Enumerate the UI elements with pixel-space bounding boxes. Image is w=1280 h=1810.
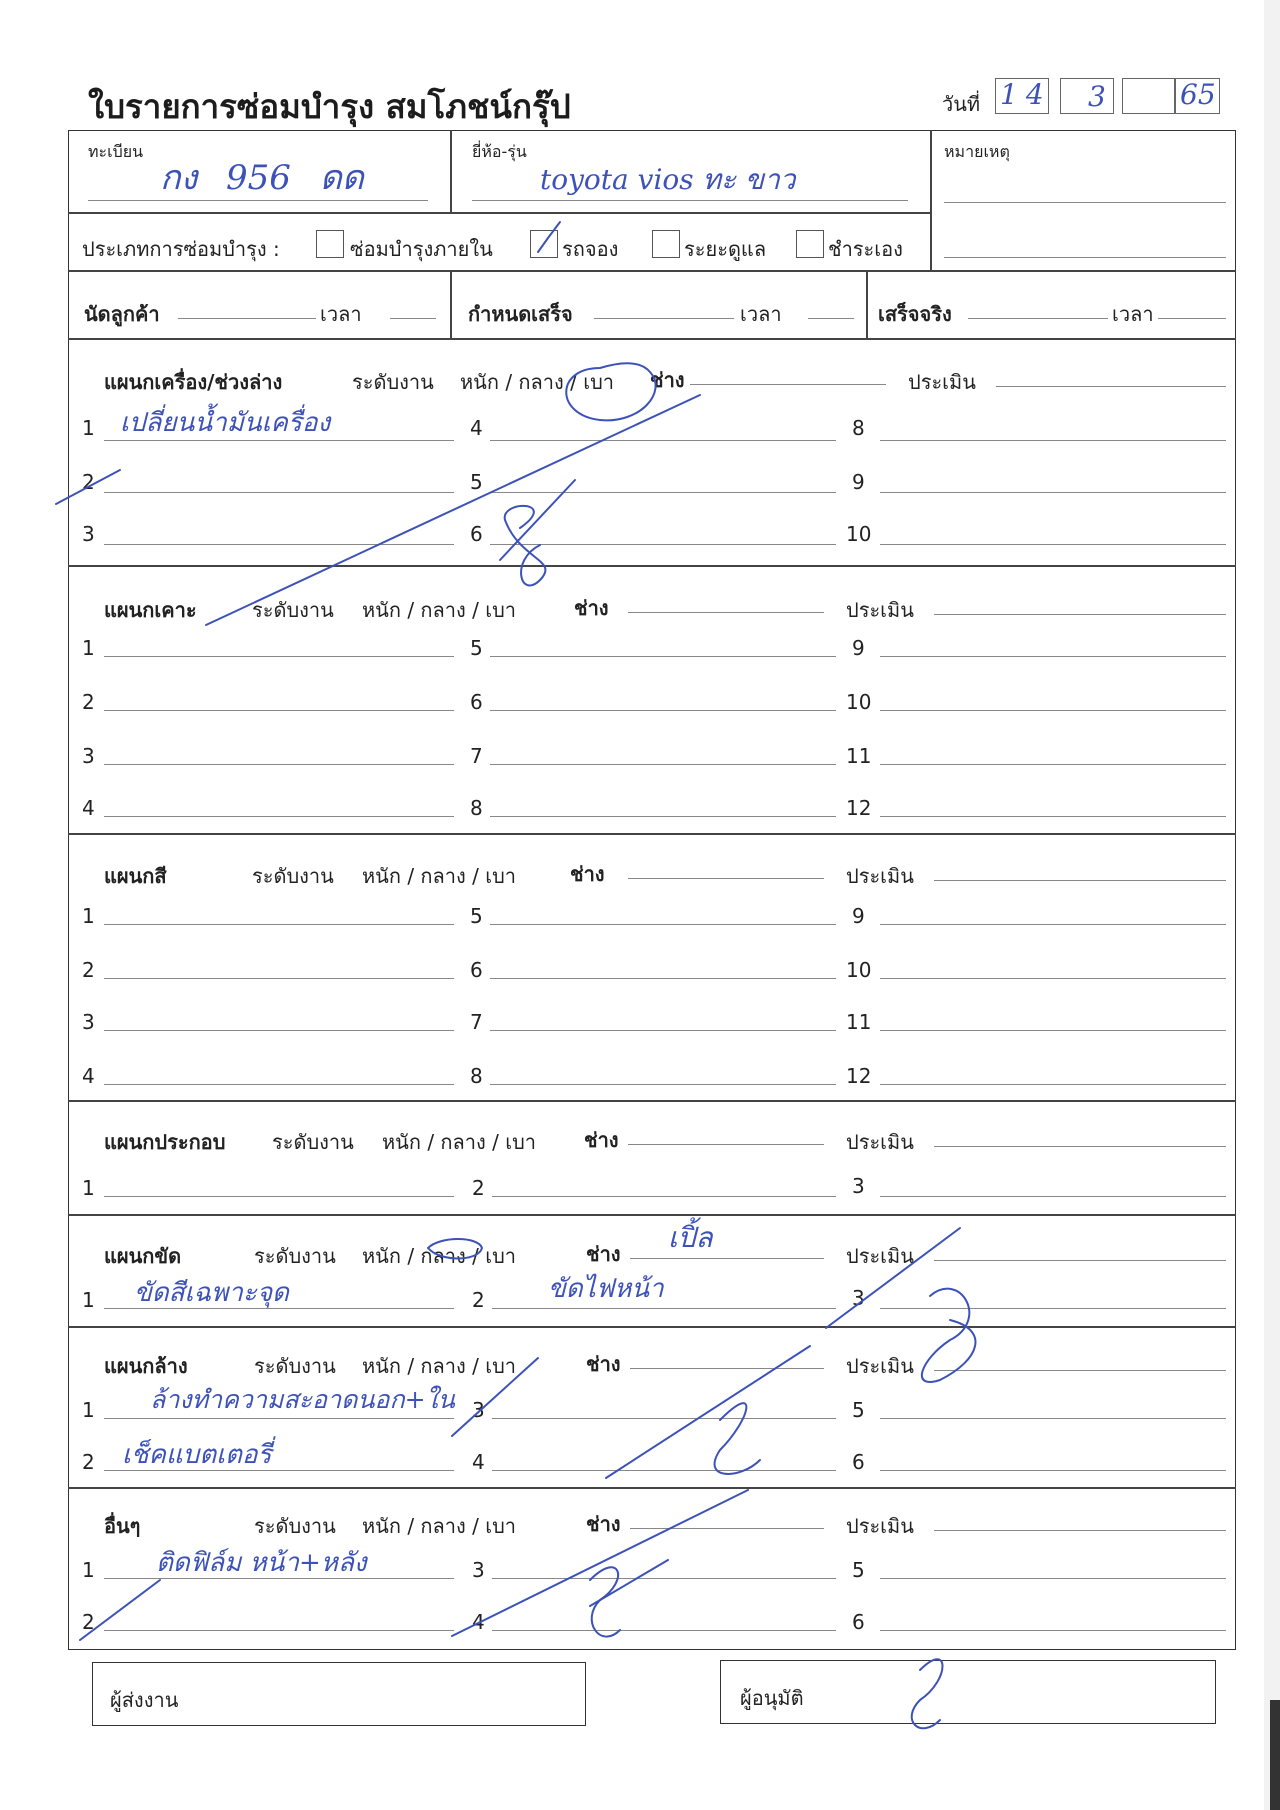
other-line-4[interactable]: [492, 1630, 836, 1631]
body-line-12[interactable]: [880, 816, 1226, 817]
other-levels[interactable]: หนัก / กลาง / เบา: [362, 1514, 516, 1538]
engine-line-3[interactable]: [104, 544, 454, 545]
engine-num-8: 8: [852, 416, 865, 440]
assembly-dept-name: แผนกประกอบ: [104, 1130, 226, 1154]
due-field[interactable]: [594, 318, 734, 319]
wash-tech-field[interactable]: [630, 1368, 824, 1369]
remarks-line-1[interactable]: [944, 202, 1226, 203]
body-num-7: 7: [470, 744, 483, 768]
polish-item-2-text: ขัดไฟหน้า: [548, 1274, 664, 1304]
other-num-5: 5: [852, 1558, 865, 1582]
wash-line-5[interactable]: [880, 1418, 1226, 1419]
assembly-num-2: 2: [472, 1176, 485, 1200]
polish-num-3: 3: [852, 1286, 865, 1310]
polish-levels[interactable]: หนัก / กลาง / เบา: [362, 1244, 516, 1268]
checkbox-self-pay[interactable]: [796, 230, 824, 258]
body-tech-field[interactable]: [628, 612, 824, 613]
checkbox-reserved[interactable]: [530, 230, 558, 258]
other-item-1-text: ติดฟิล์ม หน้า+หลัง: [156, 1548, 367, 1578]
polish-num-2: 2: [472, 1288, 485, 1312]
appointment-time-label: เวลา: [320, 302, 362, 326]
wash-item-1-text: ล้างทำความสะอาดนอก+ใน: [150, 1385, 455, 1414]
paint-num-9: 9: [852, 904, 865, 928]
due-time-field[interactable]: [808, 318, 854, 319]
body-num-12: 12: [846, 796, 872, 820]
polish-dept-name: แผนกขัด: [104, 1244, 182, 1268]
assembly-tech-label: ช่าง: [584, 1128, 619, 1152]
other-num-6: 6: [852, 1610, 865, 1634]
other-tech-field[interactable]: [630, 1528, 824, 1529]
repair-type-self-pay: ชำระเอง: [828, 237, 903, 261]
polish-assess-label: ประเมิน: [846, 1244, 914, 1268]
body-line-6[interactable]: [490, 710, 836, 711]
body-line-10[interactable]: [880, 710, 1226, 711]
paint-line-1[interactable]: [104, 924, 454, 925]
paint-line-7[interactable]: [490, 1030, 836, 1031]
wash-tech-label: ช่าง: [586, 1352, 621, 1376]
wash-num-2: 2: [82, 1450, 95, 1474]
body-num-11: 11: [846, 744, 872, 768]
body-num-5: 5: [470, 636, 483, 660]
paint-num-3: 3: [82, 1010, 95, 1034]
engine-tech-label: ช่าง: [650, 368, 685, 392]
paint-line-10[interactable]: [880, 978, 1226, 979]
wash-levels[interactable]: หนัก / กลาง / เบา: [362, 1354, 516, 1378]
wash-line-4[interactable]: [492, 1470, 836, 1471]
plate-value: กง 956 ดด: [160, 158, 364, 198]
engine-assess-field[interactable]: [996, 386, 1226, 387]
paint-num-7: 7: [470, 1010, 483, 1034]
engine-item-1-text: เปลี่ยนน้ำมันเครื่อง: [120, 408, 331, 438]
page-title: ใบรายการซ่อมบำรุง สมโภชน์กรุ๊ป: [88, 87, 571, 126]
wash-num-1: 1: [82, 1398, 95, 1422]
paint-num-11: 11: [846, 1010, 872, 1034]
assembly-num-3: 3: [852, 1174, 865, 1198]
paint-line-6[interactable]: [490, 978, 836, 979]
paint-num-4: 4: [82, 1064, 95, 1088]
polish-assess-field[interactable]: [934, 1260, 1226, 1261]
engine-line-8[interactable]: [880, 440, 1226, 441]
wash-dept-name: แผนกล้าง: [104, 1354, 188, 1378]
body-level-label: ระดับงาน: [252, 598, 334, 622]
paint-line-2[interactable]: [104, 978, 454, 979]
assembly-line-2[interactable]: [492, 1196, 836, 1197]
body-num-2: 2: [82, 690, 95, 714]
body-levels[interactable]: หนัก / กลาง / เบา: [362, 598, 516, 622]
other-line-6[interactable]: [880, 1630, 1226, 1631]
paint-assess-label: ประเมิน: [846, 864, 914, 888]
paint-num-10: 10: [846, 958, 872, 982]
body-line-9[interactable]: [880, 656, 1226, 657]
body-line-4[interactable]: [104, 816, 454, 817]
repair-type-maintenance: ระยะดูแล: [684, 237, 767, 261]
body-num-4: 4: [82, 796, 95, 820]
done-time-label: เวลา: [1112, 302, 1154, 326]
paint-dept-name: แผนกสี: [104, 864, 167, 888]
body-dept-name: แผนกเคาะ: [104, 598, 197, 622]
wash-num-5: 5: [852, 1398, 865, 1422]
engine-levels[interactable]: หนัก / กลาง / เบา: [460, 370, 614, 394]
paint-line-8[interactable]: [490, 1084, 836, 1085]
done-time-field[interactable]: [1158, 318, 1226, 319]
wash-assess-label: ประเมิน: [846, 1354, 914, 1378]
body-num-3: 3: [82, 744, 95, 768]
polish-tech-label: ช่าง: [586, 1242, 621, 1266]
wash-line-6[interactable]: [880, 1470, 1226, 1471]
appointment-field[interactable]: [178, 318, 316, 319]
remarks-line-2[interactable]: [944, 257, 1226, 258]
other-assess-field[interactable]: [934, 1530, 1226, 1531]
wash-assess-field[interactable]: [934, 1370, 1226, 1371]
engine-line-6[interactable]: [490, 544, 836, 545]
engine-num-10: 10: [846, 522, 872, 546]
form-frame: [68, 130, 1236, 1650]
engine-num-6: 6: [470, 522, 483, 546]
engine-num-2: 2: [82, 470, 95, 494]
engine-num-4: 4: [470, 416, 483, 440]
engine-num-3: 3: [82, 522, 95, 546]
body-line-8[interactable]: [490, 816, 836, 817]
scan-edge: [1270, 1700, 1280, 1810]
engine-tech-field[interactable]: [690, 384, 886, 385]
assembly-level-label: ระดับงาน: [272, 1130, 354, 1154]
paint-line-5[interactable]: [490, 924, 836, 925]
assembly-tech-field[interactable]: [628, 1144, 824, 1145]
remarks-label: หมายเหตุ: [944, 142, 1010, 161]
assembly-assess-field[interactable]: [934, 1146, 1226, 1147]
paint-num-5: 5: [470, 904, 483, 928]
paint-num-1: 1: [82, 904, 95, 928]
paint-line-9[interactable]: [880, 924, 1226, 925]
checkbox-maintenance[interactable]: [652, 230, 680, 258]
paint-level-label: ระดับงาน: [252, 864, 334, 888]
wash-level-label: ระดับงาน: [254, 1354, 336, 1378]
engine-num-1: 1: [82, 416, 95, 440]
plate-label: ทะเบียน: [88, 142, 144, 161]
polish-tech-value: เปิ้ล: [668, 1221, 713, 1254]
wash-num-4: 4: [472, 1450, 485, 1474]
paint-line-11[interactable]: [880, 1030, 1226, 1031]
other-num-2: 2: [82, 1610, 95, 1634]
appointment-label: นัดลูกค้า: [84, 302, 160, 326]
other-level-label: ระดับงาน: [254, 1514, 336, 1538]
polish-line-3[interactable]: [880, 1308, 1226, 1309]
other-line-2[interactable]: [104, 1630, 454, 1631]
checkbox-internal[interactable]: [316, 230, 344, 258]
body-tech-label: ช่าง: [574, 596, 609, 620]
paint-levels[interactable]: หนัก / กลาง / เบา: [362, 864, 516, 888]
polish-line-2[interactable]: [492, 1308, 836, 1309]
body-assess-label: ประเมิน: [846, 598, 914, 622]
engine-level-label: ระดับงาน: [352, 370, 434, 394]
body-line-3[interactable]: [104, 764, 454, 765]
assembly-assess-label: ประเมิน: [846, 1130, 914, 1154]
paint-tech-field[interactable]: [628, 878, 824, 879]
body-line-2[interactable]: [104, 710, 454, 711]
assembly-line-1[interactable]: [104, 1196, 454, 1197]
polish-level-label: ระดับงาน: [254, 1244, 336, 1268]
body-assess-field[interactable]: [934, 614, 1226, 615]
date-day: 14: [1000, 78, 1052, 111]
body-num-9: 9: [852, 636, 865, 660]
other-num-4: 4: [472, 1610, 485, 1634]
engine-line-2[interactable]: [104, 492, 454, 493]
body-num-6: 6: [470, 690, 483, 714]
paint-num-2: 2: [82, 958, 95, 982]
other-assess-label: ประเมิน: [846, 1514, 914, 1538]
other-num-1: 1: [82, 1558, 95, 1582]
other-num-3: 3: [472, 1558, 485, 1582]
date-year-prefix-box[interactable]: [1122, 78, 1176, 114]
engine-line-10[interactable]: [880, 544, 1226, 545]
repair-type-internal: ซ่อมบำรุงภายใน: [350, 237, 493, 261]
paint-line-4[interactable]: [104, 1084, 454, 1085]
paint-line-3[interactable]: [104, 1030, 454, 1031]
engine-line-9[interactable]: [880, 492, 1226, 493]
body-line-5[interactable]: [490, 656, 836, 657]
assembly-num-1: 1: [82, 1176, 95, 1200]
polish-tech-field[interactable]: [630, 1258, 824, 1259]
paint-num-12: 12: [846, 1064, 872, 1088]
other-dept-name: อื่นๆ: [104, 1514, 141, 1538]
date-label: วันที่: [942, 92, 981, 116]
paint-tech-label: ช่าง: [570, 862, 605, 886]
wash-item-2-text: เช็คแบตเตอรี่: [122, 1440, 272, 1470]
paint-line-12[interactable]: [880, 1084, 1226, 1085]
due-time-label: เวลา: [740, 302, 782, 326]
other-line-3[interactable]: [492, 1578, 836, 1579]
paint-num-8: 8: [470, 1064, 483, 1088]
engine-line-5[interactable]: [490, 492, 836, 493]
body-line-7[interactable]: [490, 764, 836, 765]
paint-assess-field[interactable]: [934, 880, 1226, 881]
body-num-1: 1: [82, 636, 95, 660]
body-line-1[interactable]: [104, 656, 454, 657]
repair-type-label: ประเภทการซ่อมบำรุง :: [82, 237, 280, 261]
approver-label: ผู้อนุมัติ: [740, 1686, 804, 1710]
brand-label: ยี่ห้อ-รุ่น: [472, 142, 527, 161]
repair-type-reserved: รถจอง: [562, 237, 619, 261]
assembly-levels[interactable]: หนัก / กลาง / เบา: [382, 1130, 536, 1154]
engine-num-9: 9: [852, 470, 865, 494]
assembly-line-3[interactable]: [880, 1196, 1226, 1197]
other-line-5[interactable]: [880, 1578, 1226, 1579]
engine-num-5: 5: [470, 470, 483, 494]
appointment-time-field[interactable]: [390, 318, 436, 319]
polish-num-1: 1: [82, 1288, 95, 1312]
date-month-box[interactable]: [1060, 78, 1114, 114]
due-label: กำหนดเสร็จ: [468, 302, 573, 326]
date-month: 3: [1088, 80, 1106, 113]
engine-line-4[interactable]: [490, 440, 836, 441]
engine-assess-label: ประเมิน: [908, 370, 976, 394]
other-tech-label: ช่าง: [586, 1512, 621, 1536]
wash-num-3: 3: [472, 1398, 485, 1422]
paint-num-6: 6: [470, 958, 483, 982]
brand-value: toyota vios ทะ ขาว: [540, 163, 796, 196]
wash-line-3[interactable]: [492, 1418, 836, 1419]
wash-num-6: 6: [852, 1450, 865, 1474]
polish-item-1-text: ขัดสีเฉพาะจุด: [134, 1278, 289, 1308]
engine-dept-name: แผนกเครื่อง/ช่วงล่าง: [104, 370, 283, 394]
body-num-8: 8: [470, 796, 483, 820]
body-num-10: 10: [846, 690, 872, 714]
date-year: 65: [1180, 78, 1216, 111]
sender-label: ผู้ส่งงาน: [110, 1688, 179, 1712]
done-field[interactable]: [968, 318, 1108, 319]
body-line-11[interactable]: [880, 764, 1226, 765]
done-label: เสร็จจริง: [878, 302, 952, 326]
